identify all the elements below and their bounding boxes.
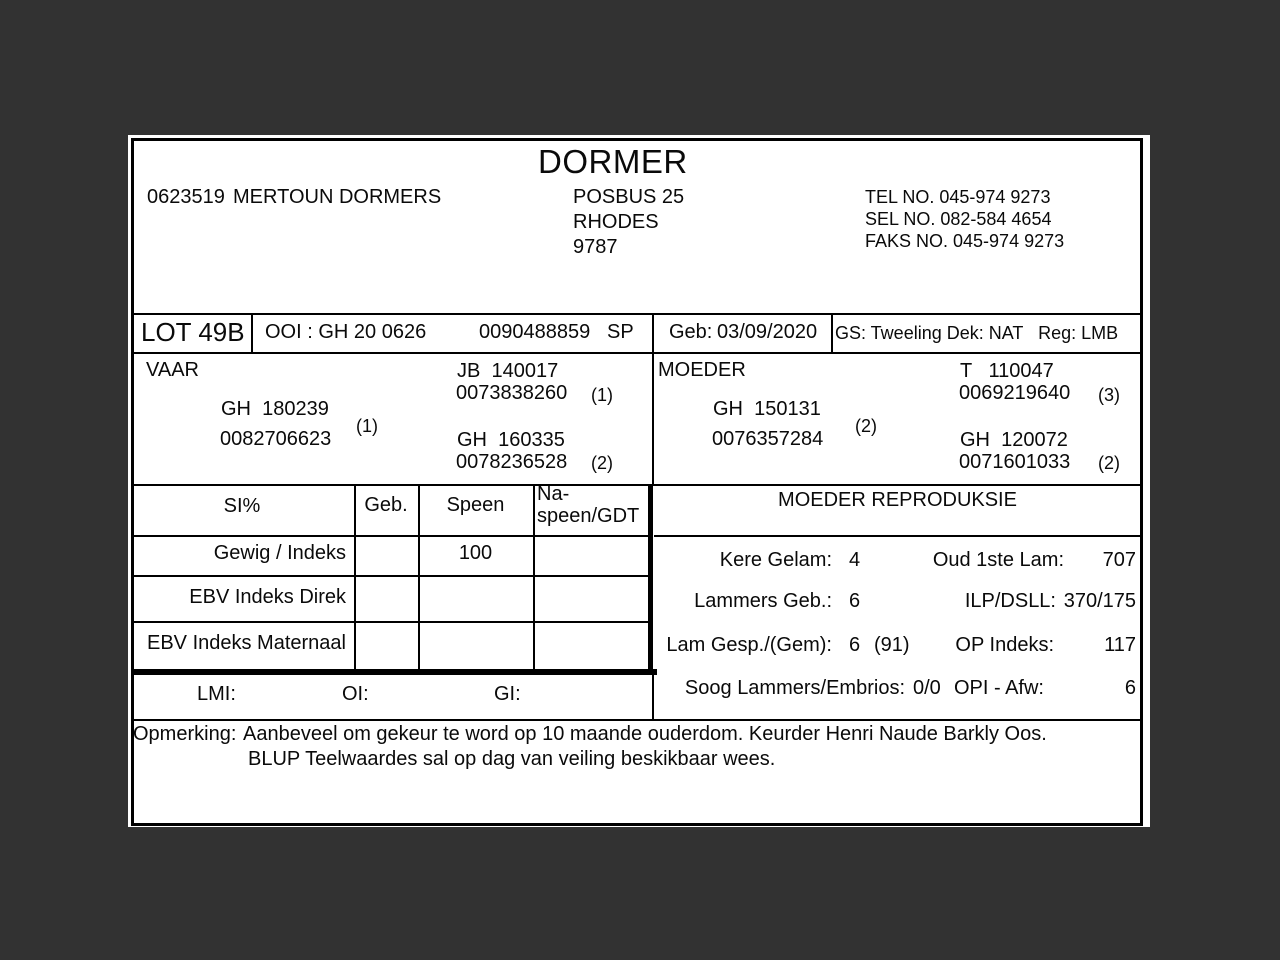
indices-row-right-divider [652, 675, 654, 719]
dam-granddam-id: GH 120072 [960, 429, 1068, 451]
si-cell-speen: 100 [458, 542, 493, 564]
tel-number: TEL NO. 045-974 9273 [865, 187, 1051, 207]
dam-granddam-note: (2) [1098, 453, 1120, 473]
dam-grandsire-note: (3) [1098, 385, 1120, 405]
reproduction-title: MOEDER REPRODUKSIE [778, 489, 1017, 511]
dam-granddam-number: 0071601033 [959, 451, 1071, 473]
remark-line-1: Aanbeveel om gekeur te word op 10 maande ouderdom. Keurder Henri Naude Barkly Oos. [243, 723, 1047, 745]
dam-note: (2) [855, 416, 877, 436]
breed-title: DORMER [538, 143, 688, 180]
lot-cell-divider-3 [831, 315, 833, 352]
dam-section-label: MOEDER [658, 359, 746, 381]
si-table-col-divider-3 [533, 486, 535, 669]
lot-cell-divider-1 [251, 315, 253, 352]
gi-label: GI: [494, 683, 521, 705]
si-table-header-line [133, 535, 650, 537]
repro-label-op-indeks: OP Indeks: [955, 634, 1054, 656]
lot-number: LOT 49B [141, 317, 245, 347]
stud-name: MERTOUN DORMERS [233, 186, 442, 208]
divider-remark-top [133, 719, 1140, 721]
si-table-row1-line [133, 575, 650, 577]
repro-value-lammers-geb: 6 [849, 590, 861, 612]
repro-value-oud-1ste-lam: 707 [1102, 549, 1136, 571]
dam-grandsire-id: T 110047 [960, 360, 1054, 382]
lmi-label: LMI: [197, 683, 236, 705]
repro-value-lam-gesp: 6 [849, 634, 861, 656]
divider-pedigree-bottom [133, 484, 1140, 486]
si-row-label: EBV Indeks Direk [189, 586, 346, 608]
si-table-bottom-thick-line [133, 669, 657, 675]
auction-catalog-card [128, 135, 1150, 827]
si-col-header-geb: Geb. [364, 494, 408, 516]
si-table-row2-line [133, 621, 650, 623]
si-col-header-naspeen-line1: Na- [537, 483, 570, 505]
repro-value-op-indeks: 117 [1104, 634, 1136, 656]
sire-grandsire-number: 0073838260 [456, 382, 568, 404]
sire-id: GH 180239 [221, 398, 329, 420]
sire-grandsire-id: JB 140017 [457, 360, 559, 382]
repro-label-lam-gesp: Lam Gesp./(Gem): [666, 634, 832, 656]
address-line-3: 9787 [573, 236, 618, 258]
animal-reg-no: 0090488859 [479, 321, 591, 343]
sire-granddam-number: 0078236528 [456, 451, 568, 473]
sire-note: (1) [356, 416, 378, 436]
repro-extra-lam-gesp: (91) [874, 634, 910, 656]
divider-lot-row-bottom [133, 352, 1140, 354]
remark-line-2: BLUP Teelwaardes sal op dag van veiling beskikbaar wees. [248, 748, 776, 770]
dam-number: 0076357284 [712, 428, 824, 450]
oi-label: OI: [342, 683, 369, 705]
animal-flag: SP [607, 321, 634, 343]
si-table-corner-label: SI% [223, 495, 261, 517]
divider-header-bottom [133, 313, 1140, 315]
si-row-label: EBV Indeks Maternaal [147, 632, 346, 654]
si-col-header-speen: Speen [446, 494, 505, 516]
repro-label-ilp-dsll: ILP/DSLL: [964, 590, 1056, 612]
repro-label-kere-gelam: Kere Gelam: [719, 549, 832, 571]
repro-value-ilp-dsll: 370/175 [1063, 590, 1136, 612]
birth-date-label: Geb: [669, 321, 713, 343]
sire-grandsire-note: (1) [591, 385, 613, 405]
repro-label-oud-1ste-lam: Oud 1ste Lam: [932, 549, 1064, 571]
address-line-1: POSBUS 25 [573, 186, 685, 208]
si-row-label: Gewig / Indeks [213, 542, 346, 564]
sire-section-label: VAAR [146, 359, 199, 381]
si-col-header-naspeen-line2: speen/GDT [537, 505, 640, 527]
repro-label-lammers-geb: Lammers Geb.: [694, 590, 832, 612]
repro-label-soog-lammers: Soog Lammers/Embrios: [684, 677, 905, 699]
si-table-right-thick-border [648, 486, 653, 669]
reproduction-title-underline [654, 535, 1140, 537]
repro-value-soog-lammers: 0/0 [913, 677, 941, 699]
animal-id: OOI : GH 20 0626 [265, 321, 427, 343]
cell-number: SEL NO. 082-584 4654 [865, 209, 1052, 229]
remark-label: Opmerking: [133, 723, 237, 745]
sire-granddam-id: GH 160335 [457, 429, 565, 451]
sire-granddam-note: (2) [591, 453, 613, 473]
member-number: 0623519 [147, 186, 225, 208]
repro-value-opi-afw: 6 [1124, 677, 1136, 699]
center-column-divider [652, 315, 654, 484]
lot-status-info: GS: Tweeling Dek: NAT Reg: LMB [835, 323, 1119, 343]
address-line-2: RHODES [573, 211, 659, 233]
fax-number: FAKS NO. 045-974 9273 [865, 231, 1065, 251]
birth-date-value: 03/09/2020 [717, 321, 818, 343]
dam-id: GH 150131 [713, 398, 821, 420]
repro-label-opi-afw: OPI - Afw: [953, 677, 1044, 699]
sire-number: 0082706623 [220, 428, 332, 450]
repro-value-kere-gelam: 4 [849, 549, 861, 571]
dam-grandsire-number: 0069219640 [959, 382, 1071, 404]
